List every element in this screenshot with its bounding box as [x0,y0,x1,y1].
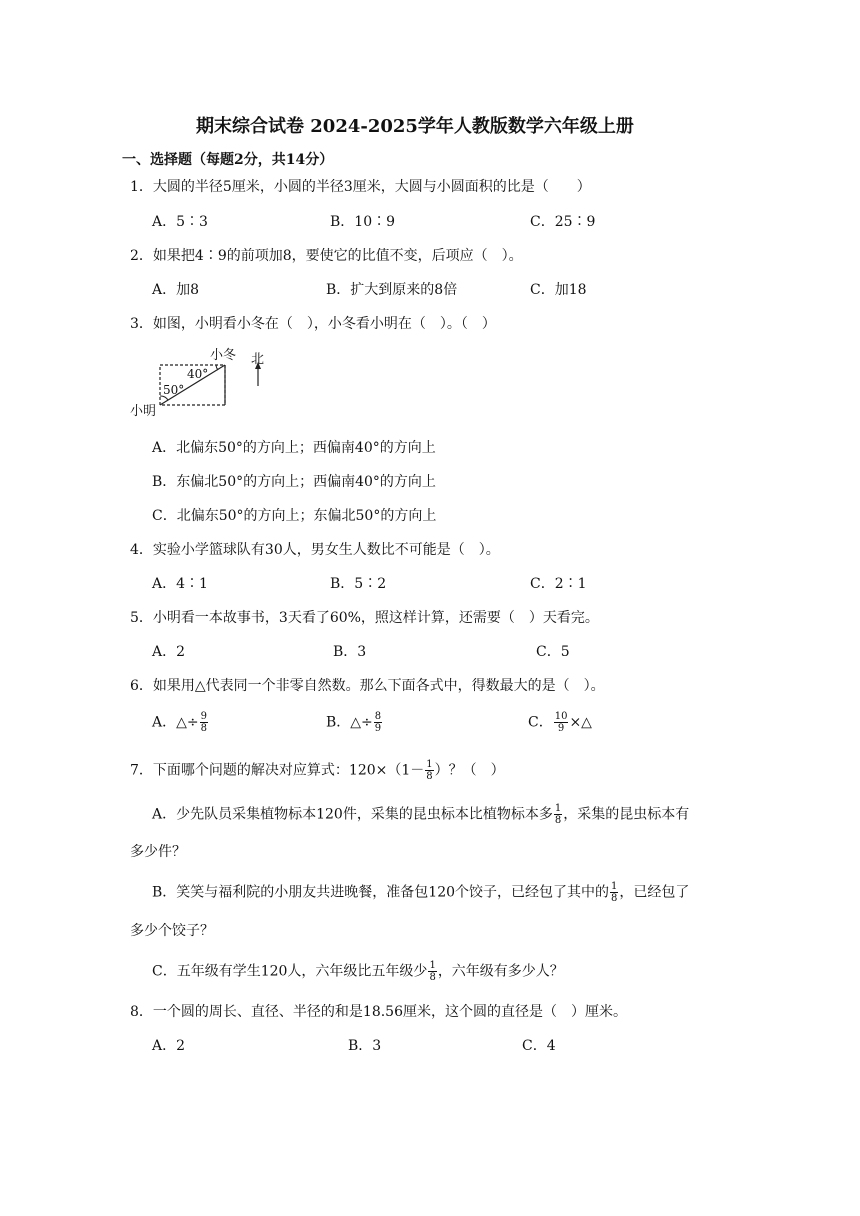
q5-option-b: B．3 [333,644,367,660]
fraction: $\frac{1}{8}$ [429,960,436,983]
question-3-stem: 3．如图，小明看小冬在（ ），小冬看小明在（ ）。（ ） [130,316,496,332]
page-title: 期末综合试卷 2024-2025学年人教版数学六年级上册 [196,116,634,137]
q8-option-b: B．3 [348,1038,382,1054]
q8-option-a: A．2 [152,1038,186,1054]
question-7-stem: 7．下面哪个问题的解决对应算式：120×（1－ $\frac{1}{8}$ ）？（ ） [130,759,505,782]
q2-option-a: A．加8 [152,282,200,298]
label-xiaodong: 小冬 [210,348,237,363]
q4-option-a: A．4∶1 [152,576,208,592]
q6-option-a: A．△÷ $\frac{9}{8}$ [152,711,207,734]
q2-option-b: B．扩大到原来的8倍 [326,282,458,298]
q3-option-b: B．东偏北50°的方向上；西偏南40°的方向上 [152,474,436,490]
q6-option-c: C． $\frac{10}{9}$ ×△ [528,711,592,734]
q7-option-a: A．少先队员采集植物标本120件，采集的昆虫标本比植物标本多 $\frac{1}{8}$ ，采集的昆虫标本有 [152,803,690,826]
fraction: $\frac{1}{8}$ [611,881,618,904]
q6-option-b: B．△÷ $\frac{8}{9}$ [326,711,382,734]
q7-option-b: B．笑笑与福利院的小朋友共进晚餐，准备包120个饺子，已经包了其中的 $\frac{1}{8}$ ，已经包了 [152,881,690,904]
q1-option-a: A．5∶3 [152,214,208,230]
q2-option-c: C．加18 [530,282,587,298]
fraction: $\frac{8}{9}$ [374,711,382,734]
q7-option-c: C．五年级有学生120人，六年级比五年级少 $\frac{1}{8}$ ，六年级有多少人？ [152,960,564,983]
q7-option-b-line2: 多少个饺子？ [130,923,214,939]
label-xiaoming: 小明 [130,404,157,419]
q8-option-c: C．4 [522,1038,556,1054]
fraction: $\frac{10}{9}$ [554,711,568,734]
question-5-stem: 5．小明看一本故事书，3天看了60%，照这样计算，还需要（ ）天看完。 [130,610,599,626]
q7-option-a-line2: 多少件？ [130,844,186,860]
fraction: $\frac{9}{8}$ [200,711,207,734]
q3-option-a: A．北偏东50°的方向上；西偏南40°的方向上 [152,440,436,456]
question-1-stem: 1．大圆的半径5厘米，小圆的半径3厘米，大圆与小圆面积的比是（ ） [130,179,591,195]
label-angle-40: 40° [187,367,209,381]
q4-option-c: C．2∶1 [530,576,587,592]
q3-option-c: C．北偏东50°的方向上；东偏北50°的方向上 [152,508,437,524]
section-heading: 一、选择题（每题2分，共14分） [122,152,334,168]
q1-option-c: C．25∶9 [530,214,596,230]
label-angle-50: 50° [163,383,185,397]
q5-option-a: A．2 [152,644,186,660]
label-north: 北 [251,352,265,367]
q5-option-c: C．5 [536,644,570,660]
question-8-stem: 8．一个圆的周长、直径、半径的和是18.56厘米，这个圆的直径是（ ）厘米。 [130,1004,627,1020]
question-6-stem: 6．如果用△代表同一个非零自然数。那么下面各式中，得数最大的是（ ）。 [130,678,605,694]
q1-option-b: B．10∶9 [330,214,396,230]
fraction: $\frac{1}{8}$ [554,803,562,826]
fraction: $\frac{1}{8}$ [426,759,433,782]
question-4-stem: 4．实验小学篮球队有30人，男女生人数比不可能是（ ）。 [130,542,500,558]
q4-option-b: B．5∶2 [330,576,387,592]
question-2-stem: 2．如果把4∶9的前项加8，要使它的比值不变，后项应（ ）。 [130,248,523,264]
